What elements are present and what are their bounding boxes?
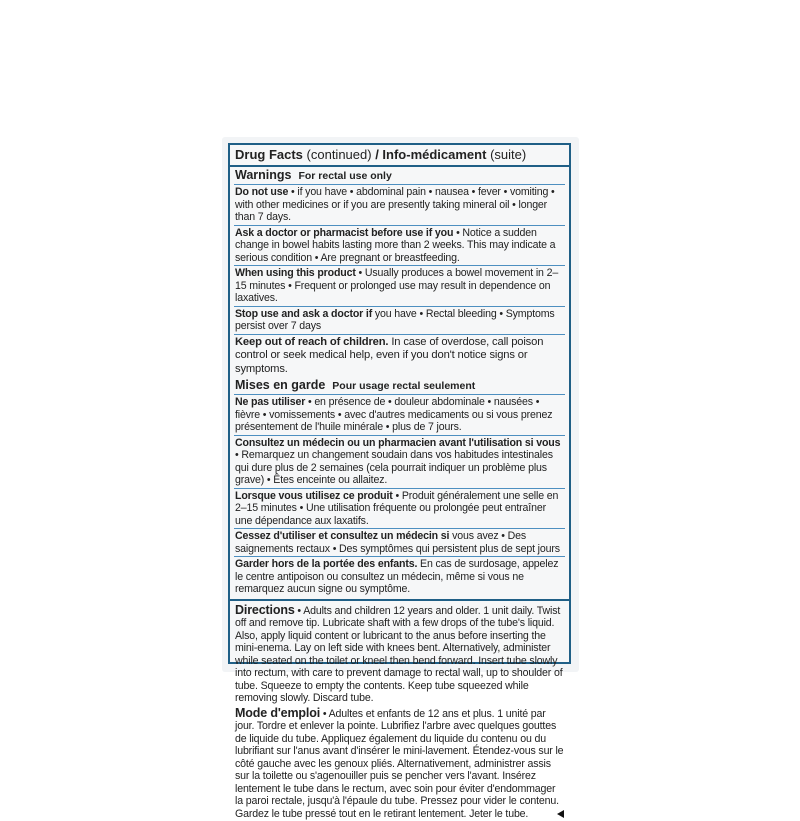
title-fr-suffix: (suite): [490, 147, 526, 162]
warning-keep-out-of-reach: Keep out of reach of children. In case of overdose, call poison control or seek medical help, even if you don't notice signs or symptoms.: [230, 335, 569, 378]
title-en: Drug Facts: [235, 147, 303, 162]
warning-when-using: When using this product • Usually produces a bowel movement in 2–15 minutes • Frequent or prolonged use may result in dependence on laxatives.: [230, 266, 569, 306]
drug-facts-title: [230, 145, 569, 167]
directions-fr: [230, 706, 569, 821]
title-fr: Info-médicament: [382, 147, 486, 162]
title-separator: /: [372, 147, 383, 162]
warning-do-not-use: Do not use • if you have • abdominal pain • nausea • fever • vomiting • with other medicines or if you are presently taking mineral oil • longer than 7 days.: [230, 185, 569, 225]
warnings-subtitle: For rectal use only: [298, 170, 391, 182]
mises-en-garde-subtitle: Pour usage rectal seulement: [332, 380, 475, 392]
triangle-left-icon: [557, 810, 564, 818]
warning-fr-lorsque: Lorsque vous utilisez ce produit • Produit généralement une selle en 2–15 minutes • Une utilisation fréquente ou prolongée peut entraîner une dépendance aux laxatifs.: [230, 489, 569, 529]
warning-stop-use: Stop use and ask a doctor if you have • Rectal bleeding • Symptoms persist over 7 days: [230, 307, 569, 334]
directions-text: • Adults and children 12 years and older. 1 unit daily. Twist off and remove tip. Lubricate shaft with a few drops of the tube's liquid. Also, apply liquid content or lubricant to the anus before inserting the mini-enema. Lay on left side with knees bent. Alternatively, administer while seated on the toilet or kneel then bend forward. Insert tube slowly into rectum, with care to prevent damage to rectal wall, up to shoulder of tube. Squeeze to empty the contents. Keep tube squeezed while removing slowly. Discard tube.: [235, 605, 563, 705]
warning-fr-consultez: Consultez un médecin ou un pharmacien avant l'utilisation si vous • Remarquez un changement soudain dans vos habitudes intestinales qui dure plus de 2 semaines (cela pourrait indiquer un problème plus grave) • Êtes enceinte ou allaitez.: [230, 436, 569, 488]
drug-facts-panel: [228, 143, 571, 664]
directions-en: [230, 601, 569, 706]
mises-en-garde-heading: [230, 377, 569, 394]
warning-fr-cessez: Cessez d'utiliser et consultez un médecin si vous avez • Des saignements rectaux • Des symptômes qui persistent plus de sept jours: [230, 529, 569, 556]
warnings-heading: [230, 167, 569, 184]
directions-heading: Directions: [235, 603, 295, 617]
mode-emploi-text: • Adultes et enfants de 12 ans et plus. 1 unité par jour. Tordre et enlever la pointe. Lubrifiez l'arbre avec quelques gouttes de liquide du tube. Appliquez également du liquide du contenu ou du lubrifiant sur l'anus avant d'insérer le mini-lavement. Étendez-vous sur le côté gauche avec les genoux pliés. Alternativement, administrer assis sur la toilette ou s'agenouiller puis se pencher vers l'avant. Insérez lentement le tube dans le rectum, avec soin pour éviter d'endommager la paroi rectale, jusqu'à l'épaule du tube. Pressez pour vider le contenu. Gardez le tube pressé tout en le retirant lentement. Jeter le tube.: [235, 708, 563, 820]
title-en-suffix: (continued): [307, 147, 372, 162]
warning-ask-doctor: Ask a doctor or pharmacist before use if you • Notice a sudden change in bowel habits lasting more than 2 weeks. This may indicate a serious condition • Are pregnant or breastfeeding.: [230, 226, 569, 266]
mode-emploi-heading: Mode d'emploi: [235, 706, 320, 720]
warning-fr-ne-pas-utiliser: Ne pas utiliser • en présence de • douleur abdominale • nausées • fièvre • vomissements • avec d'autres medicaments ou si vous prenez présentement de l'huile minérale • plus de 7 jours.: [230, 395, 569, 435]
warnings-title: Warnings: [235, 168, 291, 182]
warning-fr-garder-hors: Garder hors de la portée des enfants. En cas de surdosage, appelez le centre antipoison ou consultez un médecin, même si vous ne remarquez aucun signe ou symptôme.: [230, 557, 569, 597]
mises-en-garde-title: Mises en garde: [235, 378, 325, 392]
